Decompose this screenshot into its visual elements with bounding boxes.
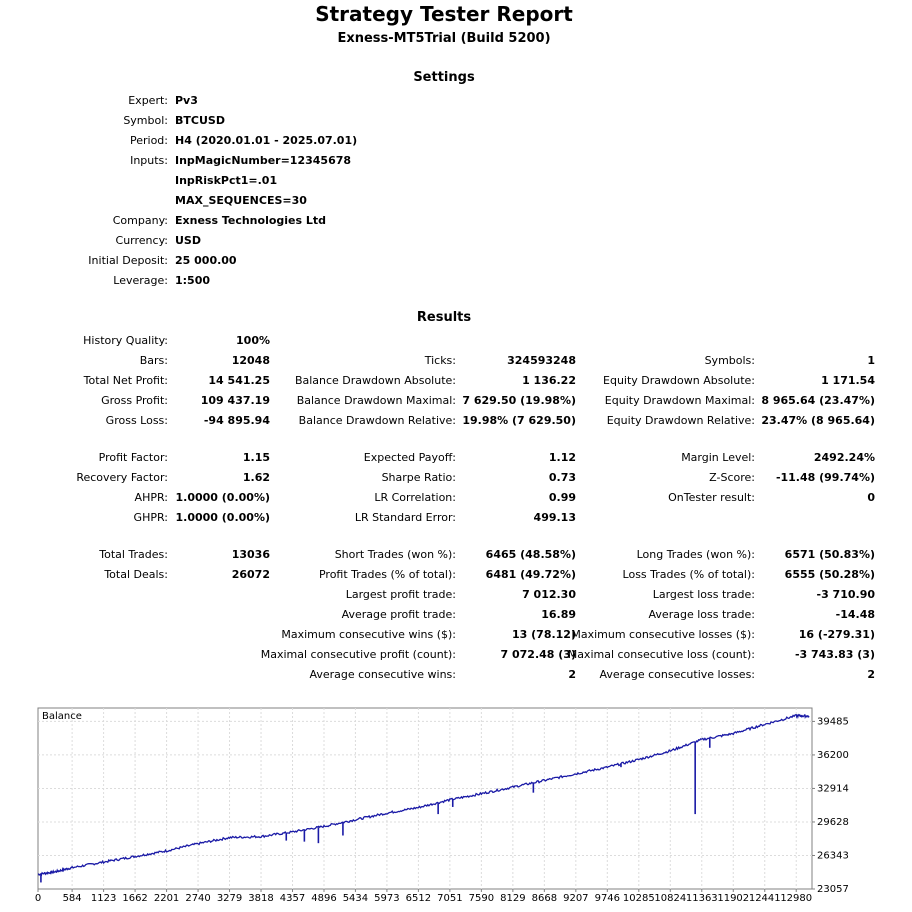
result-label: Profit Trades (% of total): — [318, 568, 456, 581]
result-value: 1.62 — [242, 471, 270, 484]
x-tick-label: 3279 — [216, 893, 243, 904]
settings-value: MAX_SEQUENCES=30 — [175, 194, 307, 207]
result-label: Bars: — [139, 354, 168, 367]
result-value: 7 012.30 — [522, 588, 576, 601]
balance-chart — [0, 700, 912, 912]
result-value: 1.0000 (0.00%) — [175, 511, 270, 524]
x-tick-label: 12980 — [780, 893, 813, 904]
result-value: 1.12 — [548, 451, 576, 464]
result-value: 16.89 — [541, 608, 576, 621]
result-label: Recovery Factor: — [76, 471, 168, 484]
result-value: 12048 — [231, 354, 270, 367]
result-value: 6571 (50.83%) — [784, 548, 875, 561]
report-title: Strategy Tester Report — [315, 2, 573, 26]
x-tick-label: 8668 — [531, 893, 558, 904]
result-label: Sharpe Ratio: — [381, 471, 456, 484]
result-label: GHPR: — [133, 511, 168, 524]
result-value: 499.13 — [533, 511, 576, 524]
result-label: Average profit trade: — [341, 608, 456, 621]
settings-label: Leverage: — [113, 274, 168, 287]
result-label: Average consecutive losses: — [599, 668, 755, 681]
x-tick-label: 5434 — [342, 893, 369, 904]
result-value: 109 437.19 — [200, 394, 270, 407]
result-value: 8 965.64 (23.47%) — [761, 394, 875, 407]
x-tick-label: 3818 — [248, 893, 274, 904]
x-tick-label: 9746 — [594, 893, 621, 904]
result-label: Maximal consecutive profit (count): — [260, 648, 456, 661]
settings-value: 25 000.00 — [175, 254, 237, 267]
result-label: Loss Trades (% of total): — [622, 568, 755, 581]
result-label: Z-Score: — [709, 471, 755, 484]
settings-label: Company: — [112, 214, 168, 227]
result-label: Largest profit trade: — [345, 588, 456, 601]
result-value: 0.99 — [548, 491, 576, 504]
x-tick-label: 4357 — [279, 893, 306, 904]
result-label: History Quality: — [83, 334, 168, 347]
result-label: OnTester result: — [668, 491, 755, 504]
x-tick-label: 7051 — [437, 893, 463, 904]
result-value: 0 — [867, 491, 875, 504]
result-value: -3 743.83 (3) — [794, 648, 875, 661]
balance-chart-svg — [0, 700, 912, 912]
result-label: Balance Drawdown Relative: — [298, 414, 456, 427]
x-tick-label: 584 — [62, 893, 82, 904]
result-label: Total Deals: — [104, 568, 168, 581]
result-value: -14.48 — [835, 608, 875, 621]
results-heading: Results — [416, 310, 472, 325]
result-label: Symbols: — [704, 354, 755, 367]
settings-heading: Settings — [413, 70, 475, 85]
result-value: -3 710.90 — [816, 588, 875, 601]
x-tick-label: 12441 — [748, 893, 781, 904]
x-tick-label: 1662 — [122, 893, 148, 904]
x-tick-label: 6512 — [405, 893, 432, 904]
result-value: 1 — [867, 354, 875, 367]
settings-value: InpRiskPct1=.01 — [175, 174, 278, 187]
result-label: Equity Drawdown Maximal: — [604, 394, 755, 407]
x-tick-label: 10824 — [654, 893, 687, 904]
result-value: 6481 (49.72%) — [485, 568, 576, 581]
settings-value: USD — [175, 234, 201, 247]
settings-value: BTCUSD — [175, 114, 225, 127]
result-label: LR Standard Error: — [354, 511, 456, 524]
settings-label: Initial Deposit: — [88, 254, 168, 267]
result-value: 26072 — [231, 568, 270, 581]
settings-value: Pv3 — [175, 94, 198, 107]
result-value: 2 — [867, 668, 875, 681]
result-value: 7 629.50 (19.98%) — [462, 394, 576, 407]
x-tick-label: 10285 — [622, 893, 655, 904]
y-tick-label: 26343 — [817, 850, 849, 862]
result-label: Maximum consecutive losses ($): — [571, 628, 755, 641]
x-tick-label: 11363 — [685, 893, 718, 904]
x-tick-label: 0 — [34, 893, 42, 904]
x-tick-label: 1123 — [90, 893, 117, 904]
result-label: Maximal consecutive loss (count): — [567, 648, 755, 661]
settings-label: Expert: — [128, 94, 168, 107]
result-label: AHPR: — [134, 491, 168, 504]
result-value: 13036 — [231, 548, 270, 561]
x-tick-label: 5973 — [374, 893, 400, 904]
result-value: -11.48 (99.74%) — [775, 471, 875, 484]
result-value: 13 (78.12) — [512, 628, 576, 641]
y-tick-label: 23057 — [817, 884, 849, 895]
result-label: Long Trades (won %): — [636, 548, 755, 561]
result-value: 1 171.54 — [821, 374, 875, 387]
result-label: Largest loss trade: — [652, 588, 755, 601]
settings-label: Currency: — [115, 234, 168, 247]
result-label: Average consecutive wins: — [309, 668, 456, 681]
settings-label: Symbol: — [123, 114, 168, 127]
y-tick-label: 39485 — [817, 716, 849, 728]
settings-value: InpMagicNumber=12345678 — [175, 154, 352, 167]
result-value: 6465 (48.58%) — [485, 548, 576, 561]
result-value: 1.0000 (0.00%) — [175, 491, 270, 504]
result-label: Total Trades: — [99, 548, 168, 561]
result-label: Short Trades (won %): — [334, 548, 456, 561]
x-tick-label: 2201 — [153, 893, 180, 904]
settings-value: 1:500 — [175, 274, 211, 287]
result-value: 14 541.25 — [208, 374, 270, 387]
result-label: Average loss trade: — [648, 608, 755, 621]
result-value: 0.73 — [548, 471, 576, 484]
result-value: 324593248 — [507, 354, 576, 367]
settings-label: Period: — [129, 134, 168, 147]
result-label: Margin Level: — [681, 451, 755, 464]
result-value: 16 (-279.31) — [798, 628, 875, 641]
result-label: Balance Drawdown Maximal: — [296, 394, 456, 407]
result-value: 19.98% (7 629.50) — [462, 414, 576, 427]
result-label: Equity Drawdown Relative: — [606, 414, 755, 427]
result-value: 23.47% (8 965.64) — [761, 414, 875, 427]
x-tick-label: 8129 — [500, 893, 526, 904]
x-tick-label: 11902 — [717, 893, 750, 904]
settings-value: Exness Technologies Ltd — [175, 214, 327, 227]
result-label: Total Net Profit: — [83, 374, 168, 387]
result-label: Equity Drawdown Absolute: — [603, 374, 755, 387]
x-tick-label: 7590 — [468, 893, 495, 904]
result-label: Ticks: — [424, 354, 456, 367]
result-label: Balance Drawdown Absolute: — [294, 374, 456, 387]
result-label: Expected Payoff: — [363, 451, 456, 464]
result-label: Profit Factor: — [98, 451, 168, 464]
result-label: Gross Loss: — [105, 414, 168, 427]
result-value: 1 136.22 — [522, 374, 576, 387]
settings-value: H4 (2020.01.01 - 2025.07.01) — [175, 134, 358, 147]
result-value: 6555 (50.28%) — [784, 568, 875, 581]
settings-label: Inputs: — [130, 154, 168, 167]
result-label: LR Correlation: — [374, 491, 456, 504]
chart-legend: Balance — [42, 711, 82, 722]
result-value: -94 895.94 — [203, 414, 270, 427]
result-label: Gross Profit: — [101, 394, 168, 407]
result-value: 1.15 — [242, 451, 270, 464]
result-value: 2 — [568, 668, 576, 681]
result-value: 2492.24% — [813, 451, 875, 464]
x-tick-label: 9207 — [563, 893, 589, 904]
y-tick-label: 32914 — [817, 783, 849, 795]
y-tick-label: 29628 — [817, 816, 849, 828]
x-tick-label: 4896 — [311, 893, 337, 904]
y-tick-label: 36200 — [817, 749, 849, 761]
result-label: Maximum consecutive wins ($): — [281, 628, 456, 641]
result-value: 7 072.48 (3) — [500, 648, 576, 661]
x-tick-label: 2740 — [185, 893, 211, 904]
report-subtitle: Exness-MT5Trial (Build 5200) — [337, 31, 551, 46]
result-value: 100% — [236, 334, 270, 347]
